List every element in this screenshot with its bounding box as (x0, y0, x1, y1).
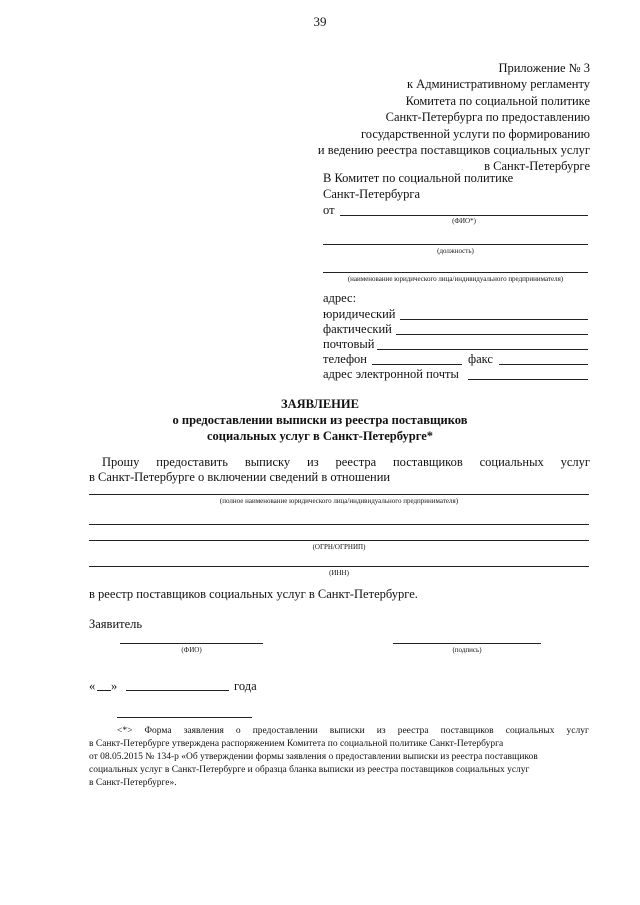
request-word: поставщиков (392, 455, 463, 469)
request-word: предоставить (156, 455, 228, 469)
request-line1 (102, 455, 590, 470)
appendix-line: и ведению реестра поставщиков социальных услуг (317, 143, 590, 158)
fio-caption: (ФИО*) (452, 217, 476, 225)
appendix-line: Приложение № 3 (498, 61, 590, 75)
footnote-word: о (235, 726, 241, 736)
footnote-word: заявления (183, 726, 224, 736)
address-label: адрес: (323, 291, 357, 305)
applicant-fio-caption: (ФИО) (181, 646, 202, 654)
appendix-line: к Административному регламенту (406, 77, 590, 92)
fullname-field[interactable] (89, 494, 589, 495)
applicant-label: Заявитель (89, 617, 143, 631)
addressee-line1: В Комитет по социальной политике (323, 171, 514, 185)
date-month-field[interactable] (126, 690, 229, 691)
phone-label: телефон (323, 352, 367, 366)
signature-field[interactable] (393, 643, 541, 644)
postal-address-field[interactable] (377, 349, 588, 350)
actual-address-field[interactable] (396, 334, 588, 335)
date-day-field[interactable] (97, 690, 111, 691)
registry-line: в реестр поставщиков социальных услуг в Санкт-Петербурге. (89, 587, 418, 601)
postal-address-label: почтовый (323, 337, 375, 351)
date-close-quote: » (111, 679, 118, 693)
phone-field[interactable] (372, 364, 462, 365)
footnote-word: выписки (329, 726, 365, 736)
document-subtitle-2: социальных услуг в Санкт-Петербурге* (206, 429, 434, 443)
addressee-line2: Санкт-Петербурга (323, 187, 421, 201)
fax-label: факс (468, 352, 493, 366)
footnote-line5: в Санкт-Петербурге». (89, 778, 177, 788)
org-caption: (наименование юридического лица/индивидуального предпринимателя) (347, 275, 564, 283)
signature-caption: (подпись) (452, 646, 482, 654)
fax-field[interactable] (499, 364, 588, 365)
footnote-word: социальных (505, 726, 555, 736)
appendix-header (318, 60, 590, 175)
appendix-line: государственной услуги по формированию (360, 126, 590, 141)
inn-caption: (ИНН) (329, 569, 349, 577)
actual-address-label: фактический (323, 322, 392, 336)
footnote-line4: социальных услуг в Санкт-Петербурге и образца бланка выписки из реестра поставщиков социальных услуг (89, 765, 530, 775)
request-word: реестра (335, 455, 377, 469)
footnote-word: предоставлении (252, 726, 318, 736)
document-title: ЗАЯВЛЕНИЕ (281, 397, 359, 411)
request-line2: в Санкт-Петербурге о включении сведений в отношении (89, 470, 391, 484)
footnote-line3: от 08.05.2015 № 134-р «Об утверждении формы заявления о предоставлении выписки из реестра поставщиков (89, 752, 538, 762)
request-word: выписку (244, 455, 291, 469)
legal-address-field[interactable] (400, 319, 588, 320)
request-word: социальных (479, 455, 544, 469)
inn-field[interactable] (89, 566, 589, 567)
fullname-field-2[interactable] (89, 524, 589, 525)
from-label: от (323, 203, 335, 217)
email-label: адрес электронной почты (323, 367, 459, 381)
org-field[interactable] (323, 272, 588, 273)
legal-address-label: юридический (323, 307, 396, 321)
footnote-word: услуг (566, 726, 589, 736)
footnote-word: <*> (117, 726, 133, 736)
request-word: из (307, 455, 319, 469)
ogrn-field[interactable] (89, 540, 589, 541)
page-number: 39 (313, 14, 327, 29)
request-word: услуг (560, 455, 590, 469)
footnote-word: из (376, 726, 386, 736)
footnote-word: поставщиков (440, 726, 494, 736)
footnote-separator (117, 717, 252, 718)
appendix-line: Комитета по социальной политике (405, 93, 590, 108)
appendix-line: Санкт-Петербурга по предоставлению (385, 110, 590, 125)
applicant-fio-field[interactable] (120, 643, 263, 644)
footnote-line1 (117, 725, 589, 738)
footnote-line2: в Санкт-Петербурге утверждена распоряжением Комитета по социальной политике Санкт-Петербурга (89, 739, 504, 749)
from-field[interactable] (340, 215, 588, 216)
document-subtitle-1: о предоставлении выписки из реестра поставщиков (172, 413, 468, 427)
position-field[interactable] (323, 244, 588, 245)
position-caption: (должность) (437, 247, 474, 255)
year-label: года (234, 679, 257, 693)
email-field[interactable] (468, 379, 588, 380)
request-word: Прошу (102, 455, 140, 469)
date-open-quote: « (89, 679, 96, 693)
appendix-line: в Санкт-Петербурге (484, 159, 590, 174)
footnote-word: реестра (397, 726, 429, 736)
footnote-word: Форма (144, 726, 172, 736)
ogrn-caption: (ОГРН/ОГРНИП) (312, 543, 366, 551)
fullname-caption: (полное наименование юридического лица/индивидуального предпринимателя) (219, 497, 459, 505)
